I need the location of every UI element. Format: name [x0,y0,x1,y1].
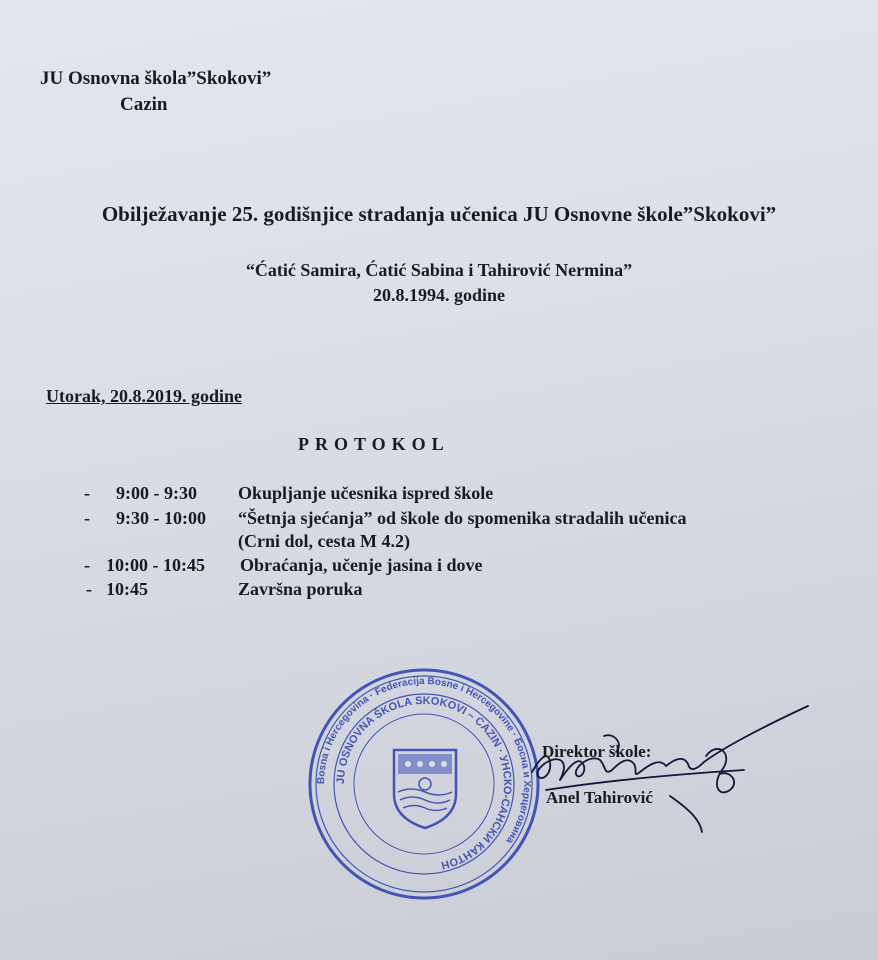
stamp-inner-text: JU OSNOVNA ŠKOLA SKOKOVI – CAZIN · УНСКО-САНСКИ КАНТОН [334,694,514,872]
schedule-description-line2: (Crni dol, cesta M 4.2) [238,531,410,551]
schedule-description: Završna poruka [238,579,363,599]
signature-image [520,700,820,840]
svg-text:JU OSNOVNA ŠKOLA SKOKOVI – CAZ [335,695,513,871]
list-dash: - [84,483,90,503]
schedule-description: Obraćanja, učenje jasina i dove [240,555,483,575]
schedule-description: “Šetnja sjećanja” od škole do spomenika stradalih učenica [238,508,687,528]
schedule-description: Okupljanje učesnika ispred škole [238,483,494,503]
school-name: JU Osnovna škola”Skokovi” [40,68,272,89]
victim-date: 20.8.1994. godine [372,285,505,305]
schedule-time: 10:00 - 10:45 [106,555,205,575]
event-date: Utorak, 20.8.2019. godine [46,386,243,406]
schedule-time: 9:30 - 10:00 [116,508,206,528]
victim-names: “Ćatić Samira, Ćatić Sabina i Tahirović Nermina” [245,260,633,280]
official-stamp [306,666,542,902]
schedule-time: 10:45 [106,579,148,599]
list-dash: - [86,579,92,599]
list-dash: - [84,508,90,528]
protocol-heading: PROTOKOL [298,434,450,454]
list-dash: - [84,555,90,575]
coat-of-arms-icon [394,750,456,828]
stamp-outer-text: Bosna i Hercegovina · Federacija Bosne i Hercegovine · Босна и Херцеговина [315,675,533,846]
school-city: Cazin [120,94,168,115]
schedule-time: 9:00 - 9:30 [116,483,197,503]
event-title: Obilježavanje 25. godišnjice stradanja učenica JU Osnovne škole”Skokovi” [101,202,777,226]
director-name: Anel Tahirović [546,788,653,807]
director-label: Direktor škole: [542,742,652,761]
